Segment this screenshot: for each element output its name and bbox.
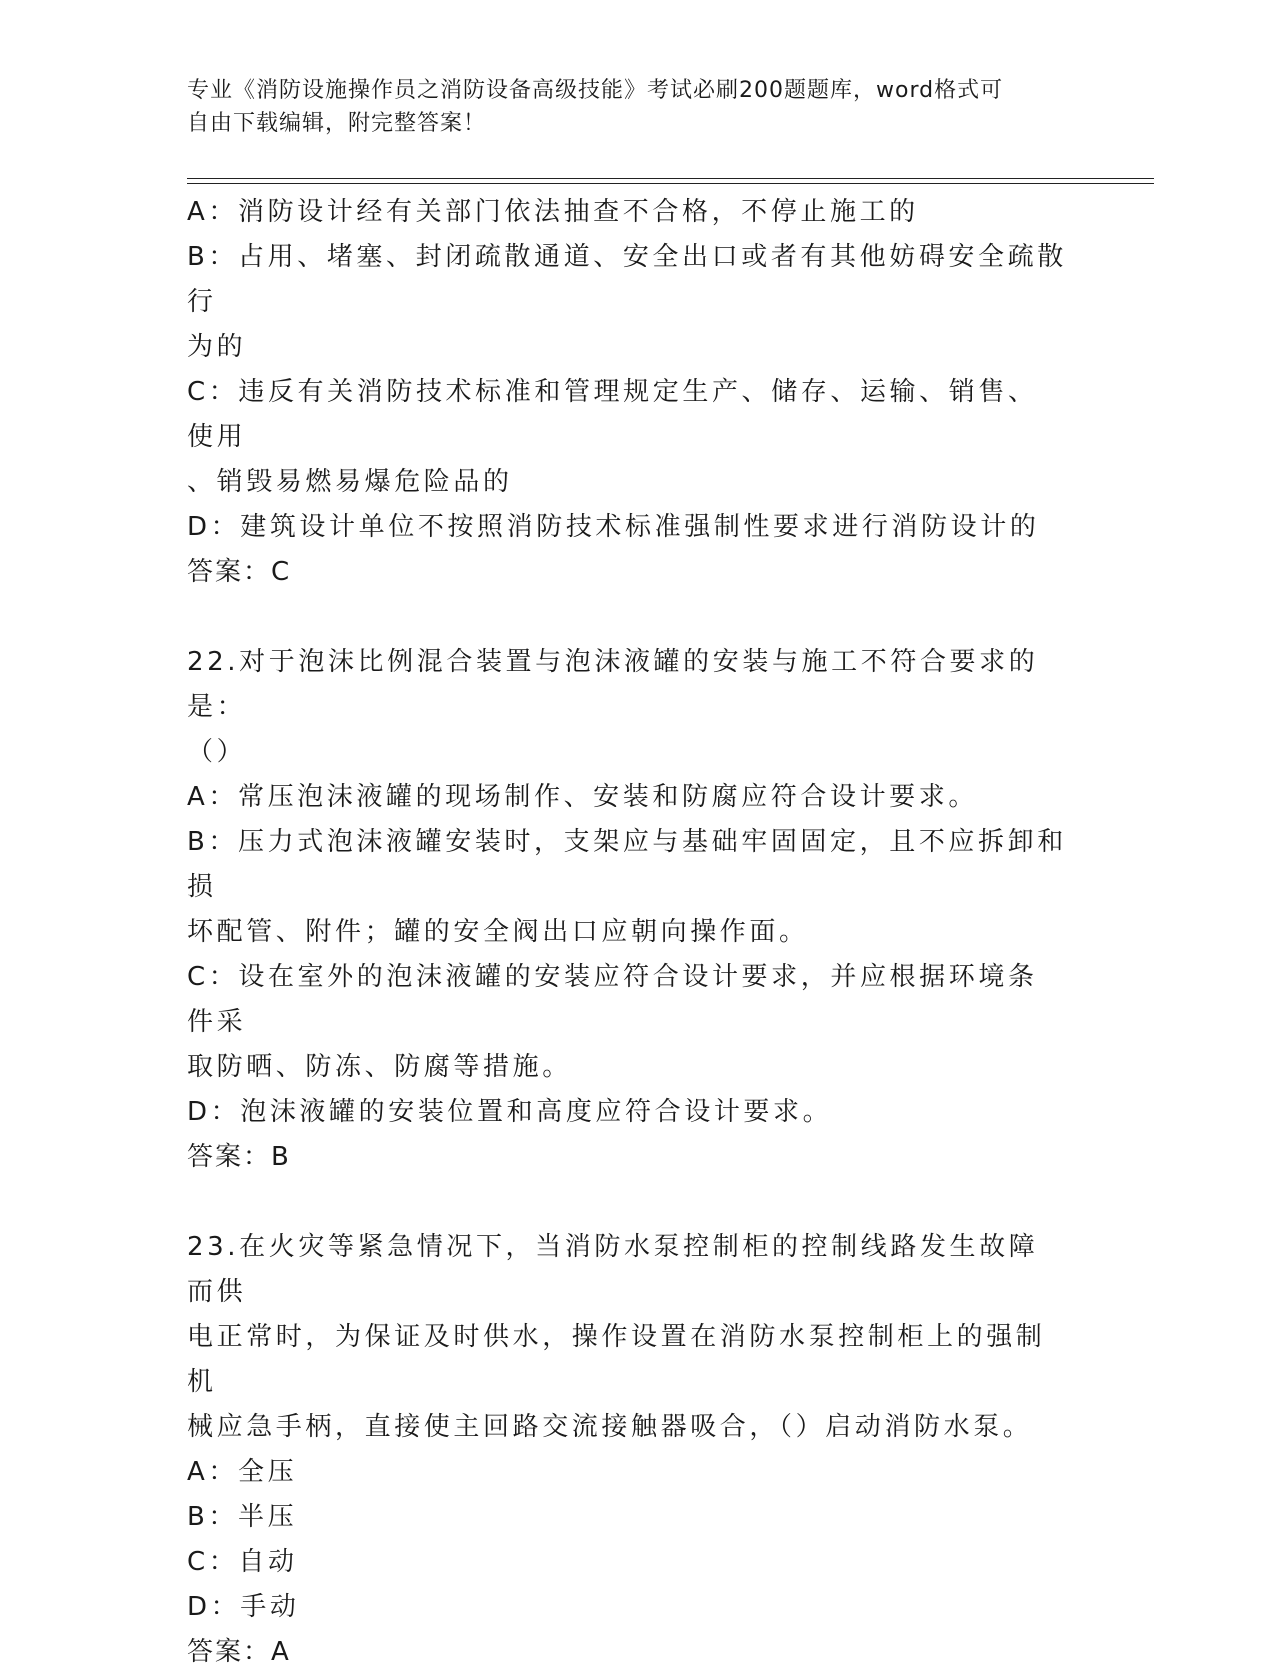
question-spacer (187, 595, 1067, 640)
header-line-1: 专业《消防设施操作员之消防设备高级技能》考试必刷200题题库，word格式可 (187, 78, 1004, 103)
q22-option-b-line-1: B：压力式泡沫液罐安装时，支架应与基础牢固固定，且不应拆卸和损 (187, 827, 1067, 902)
q22-stem-line-1: 22.对于泡沫比例混合装置与泡沫液罐的安装与施工不符合要求的是： (187, 647, 1039, 722)
q22-stem-line-2: （） (187, 737, 247, 767)
q22-option-d: D：泡沫液罐的安装位置和高度应符合设计要求。 (187, 1097, 833, 1127)
q22-option-c-line-1: C：设在室外的泡沫液罐的安装应符合设计要求，并应根据环境条件采 (187, 962, 1038, 1037)
header-divider-bottom (187, 183, 1154, 184)
q22-option-c-line-2: 取防晒、防冻、防腐等措施。 (187, 1052, 572, 1082)
q22-answer: 答案：B (187, 1142, 291, 1172)
q23-option-c: C：自动 (187, 1547, 298, 1577)
document-body (187, 190, 1067, 1675)
q22-option-a: A：常压泡沫液罐的现场制作、安装和防腐应符合设计要求。 (187, 782, 978, 812)
q21-option-d: D：建筑设计单位不按照消防技术标准强制性要求进行消防设计的 (187, 512, 1040, 542)
q23-option-d: D：手动 (187, 1592, 300, 1622)
q23-answer: 答案：A (187, 1637, 291, 1667)
question-22 (187, 640, 1067, 1180)
q21-answer: 答案：C (187, 557, 292, 587)
q23-option-b: B：半压 (187, 1502, 298, 1532)
q21-option-c-line-1: C：违反有关消防技术标准和管理规定生产、储存、运输、销售、使用 (187, 377, 1038, 452)
question-21-options (187, 190, 1067, 595)
q23-stem-line-1: 23.在火灾等紧急情况下，当消防水泵控制柜的控制线路发生故障而供 (187, 1232, 1039, 1307)
q21-option-b-line-2: 为的 (187, 332, 247, 362)
header-divider-top (187, 178, 1154, 179)
q23-stem-line-2: 电正常时，为保证及时供水，操作设置在消防水泵控制柜上的强制机 (187, 1322, 1046, 1397)
question-23 (187, 1225, 1067, 1675)
document-header (187, 74, 1067, 140)
q22-option-b-line-2: 坏配管、附件；罐的安全阀出口应朝向操作面。 (187, 917, 809, 947)
header-line-2: 自由下载编辑，附完整答案！ (187, 111, 487, 136)
question-spacer (187, 1180, 1067, 1225)
q21-option-c-line-2: 、销毁易燃易爆危险品的 (187, 467, 513, 497)
q23-stem-line-3: 械应急手柄，直接使主回路交流接触器吸合，（）启动消防水泵。 (187, 1412, 1033, 1442)
q21-option-b-line-1: B：占用、堵塞、封闭疏散通道、安全出口或者有其他妨碍安全疏散行 (187, 242, 1067, 317)
q21-option-a: A：消防设计经有关部门依法抽查不合格，不停止施工的 (187, 197, 919, 227)
q23-option-a: A：全压 (187, 1457, 298, 1487)
